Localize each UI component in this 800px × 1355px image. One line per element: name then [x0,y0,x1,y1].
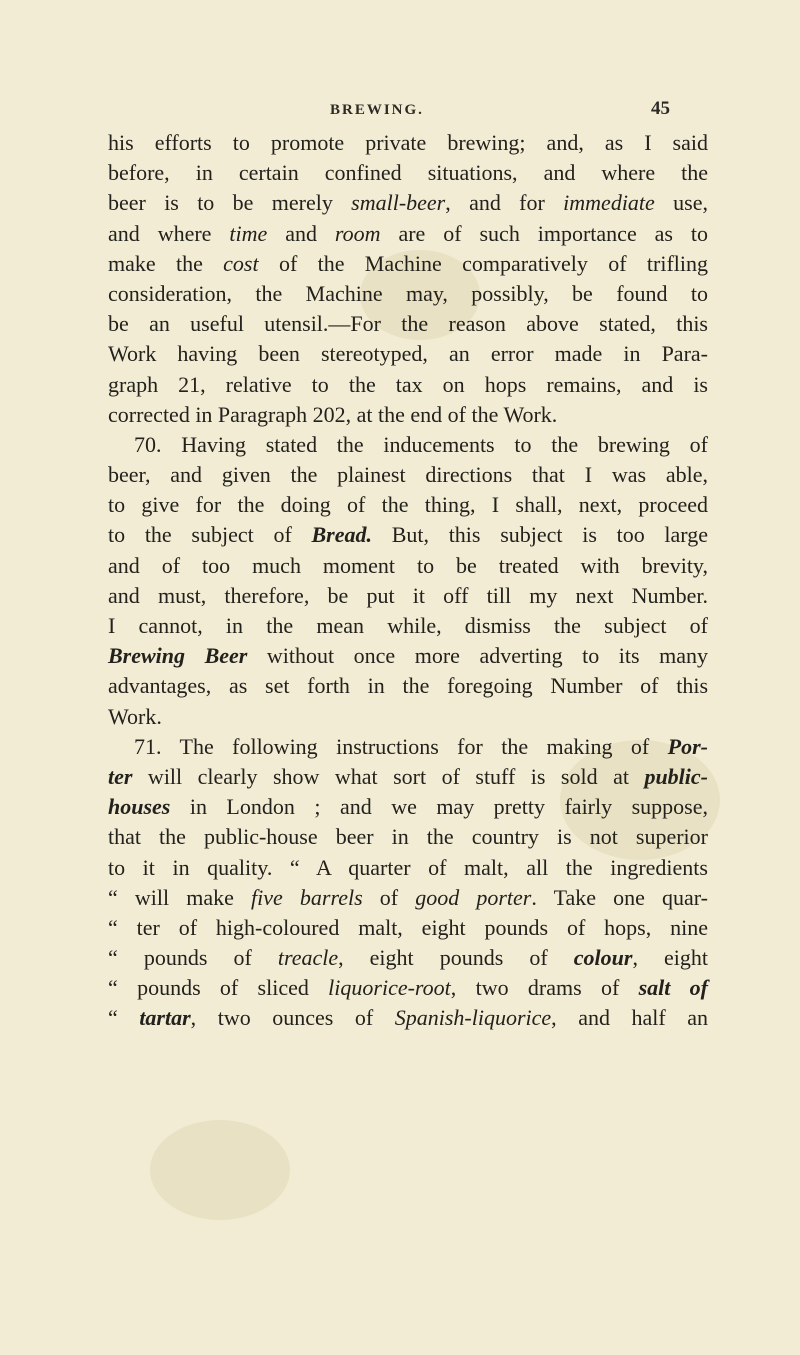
body-text [108,128,708,1034]
text-line [108,611,708,641]
text-segment: Work having been stereotyped, an error made in Para- [108,341,708,367]
text-segment: “ pounds of sliced [108,975,329,1001]
text-segment: time [229,220,268,246]
text-segment: are of such importance as to [380,220,709,246]
text-segment: and [267,220,335,246]
text-segment: without once more adverting to its many [247,643,708,669]
text-line [108,1003,708,1033]
text-line [108,520,708,550]
text-segment: Por- [667,733,708,759]
text-segment: , two ounces of [190,1005,395,1031]
text-segment: good porter [415,884,532,910]
text-segment: I cannot, in the mean while, dismiss the subject of [108,613,708,638]
text-line [108,158,708,188]
text-segment: “ [108,1005,140,1031]
text-line [108,309,708,339]
text-segment: beer is to be merely [108,190,352,216]
text-segment: to the subject of [108,522,312,548]
text-segment: cost [223,250,259,276]
text-segment: Spanish-liquorice [394,1005,552,1031]
text-segment: salt of [638,975,709,1001]
text-segment: will clearly show what sort of stuff is sold at [132,763,645,789]
text-line [108,792,708,822]
text-segment: 70. Having stated the inducements to the brewing of [134,431,708,457]
text-segment: Bread. [311,522,372,548]
running-head: BREWING. [330,102,424,118]
text-segment: of the Machine comparatively of trifling [258,250,708,276]
text-segment: liquorice-root [328,975,451,1001]
page-header [330,28,670,119]
text-line [108,853,708,883]
text-line [108,671,708,701]
text-segment: his efforts to promote private brewing; and, as I said [108,130,708,155]
text-segment: ter [108,763,133,789]
paper-stain [150,1120,290,1220]
text-segment: Brewing Beer [108,643,248,669]
text-segment: that the public-house beer in the country is not superior [108,824,708,850]
text-line [108,188,708,218]
text-segment: to it in quality. “ A quarter of malt, all the ingredients [108,854,708,880]
page-number: 45 [651,98,670,119]
text-segment: colour [573,945,633,971]
text-line [108,641,708,671]
text-line [108,762,708,792]
text-segment: houses [108,794,171,820]
text-segment: consideration, the Machine may, possibly, be found to [108,280,708,306]
text-segment: treacle [277,945,339,971]
text-segment: advantages, as set forth in the foregoing Number of this [108,673,708,699]
text-line [108,460,708,490]
text-segment: in London ; and we may pretty fairly suppose, [170,794,708,820]
text-segment: 71. The following instructions for the making of [134,733,668,759]
text-segment: to give for the doing of the thing, I shall, next, proceed [108,492,708,518]
text-segment: and of too much moment to be treated with brevity, [108,552,708,578]
text-segment: five barrels [251,884,363,910]
text-segment: immediate [563,190,655,216]
text-line [108,370,708,400]
text-segment: graph 21, relative to the tax on hops remains, and is [108,371,708,397]
text-segment: beer, and given the plainest directions that I was able, [108,462,708,488]
text-line [108,883,708,913]
text-line [108,339,708,369]
text-line [108,913,708,943]
text-segment: be an useful utensil.—For the reason above stated, this [108,311,708,337]
text-segment: . Take one quar- [531,884,708,910]
text-line [108,279,708,309]
text-segment: But, this subject is too large [371,522,708,548]
text-line [108,732,708,762]
text-segment: , eight [632,945,708,971]
text-segment: “ will make [108,884,252,910]
text-segment: tartar [139,1005,191,1031]
text-segment: Work. [108,703,162,729]
text-segment: , and half an [551,1005,709,1031]
text-segment: make the [108,250,224,276]
text-line [108,973,708,1003]
text-line [108,430,708,460]
text-line [108,249,708,279]
text-segment: use, [654,190,708,216]
text-segment: room [334,220,381,246]
text-segment: and must, therefore, be put it off till my next Number. [108,582,708,608]
text-line [108,943,708,973]
text-segment: public- [644,763,708,789]
text-segment: , and for [445,190,564,216]
text-segment: corrected in Paragraph 202, at the end of the Work. [108,401,558,427]
text-line [108,702,708,732]
text-line [108,822,708,852]
text-segment: , two drams of [450,975,639,1001]
text-segment: before, in certain confined situations, and where the [108,160,708,186]
text-line [108,490,708,520]
text-line [108,551,708,581]
text-line [108,581,708,611]
text-segment: “ ter of high-coloured malt, eight pounds of hops, nine [108,914,708,940]
text-line [108,128,708,158]
text-segment: small-beer [351,190,446,216]
text-segment: of [362,884,416,910]
text-line [108,400,708,430]
text-segment: and where [108,220,230,246]
text-segment: , eight pounds of [338,945,574,971]
text-line [108,219,708,249]
text-segment: “ pounds of [108,945,278,971]
